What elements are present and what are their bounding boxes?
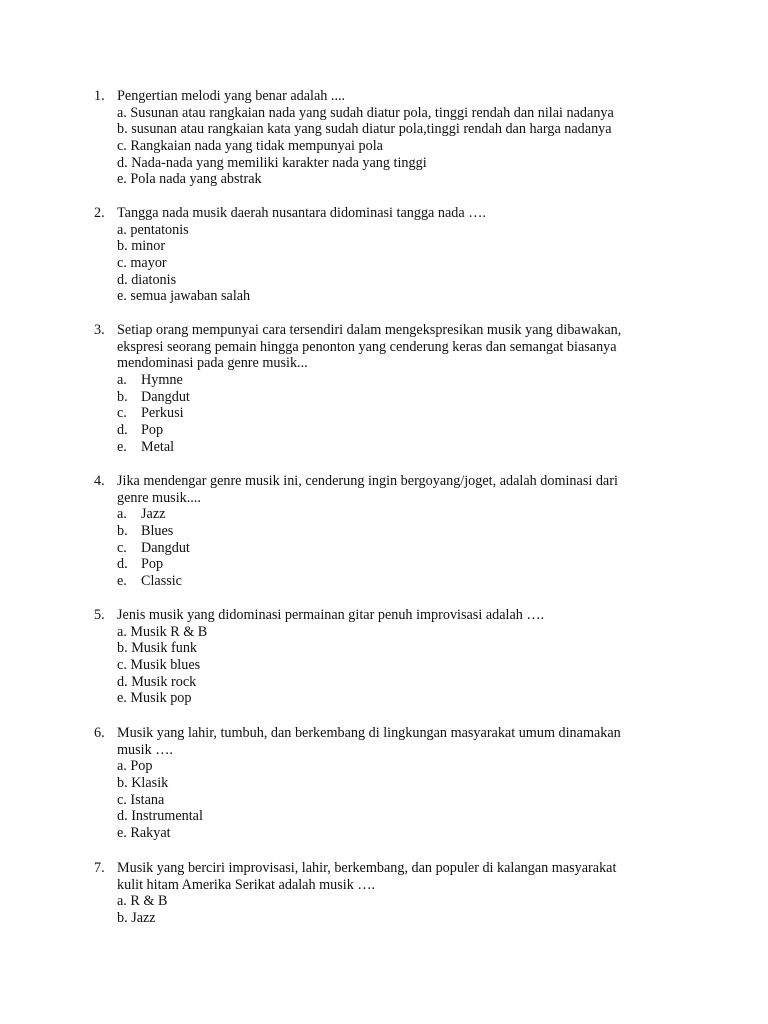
question-text: Musik yang lahir, tumbuh, dan berkembang di lingkungan masyarakat umum dinamakan bbox=[117, 725, 621, 741]
option-e: e. Metal bbox=[117, 438, 175, 455]
question-text-continued: mendominasi pada genre musik... bbox=[117, 355, 308, 372]
question-1 bbox=[0, 88, 768, 188]
option-d: d. diatonis bbox=[117, 271, 177, 288]
option-e: e. Classic bbox=[117, 573, 182, 590]
option-d: d. Musik rock bbox=[117, 673, 197, 690]
question-number: 2. bbox=[94, 205, 105, 221]
question-4 bbox=[0, 473, 768, 590]
question-text: Jenis musik yang didominasi permainan gitar penuh improvisasi adalah …. bbox=[117, 607, 545, 623]
question-text-continued: musik …. bbox=[117, 741, 173, 758]
question-line bbox=[0, 355, 768, 372]
option-d: d. Pop bbox=[117, 556, 164, 573]
question-line bbox=[0, 860, 768, 877]
question-text-continued: kulit hitam Amerika Serikat adalah musik …. bbox=[117, 876, 376, 893]
option-e: e. Musik pop bbox=[117, 690, 192, 707]
question-number: 4. bbox=[94, 473, 105, 489]
question-number: 3. bbox=[94, 322, 105, 338]
question-text: Setiap orang mempunyai cara tersendiri dalam mengekspresikan musik yang dibawakan, bbox=[117, 322, 622, 338]
option-b: b. Jazz bbox=[117, 910, 156, 927]
question-text: Tangga nada musik daerah nusantara didominasi tangga nada …. bbox=[117, 205, 486, 221]
question-line bbox=[0, 877, 768, 894]
question-text: Pengertian melodi yang benar adalah .... bbox=[117, 88, 346, 104]
question-line bbox=[0, 725, 768, 742]
option-b: b. Blues bbox=[117, 523, 174, 540]
option-a: a. Hymne bbox=[117, 372, 183, 389]
question-text: Jika mendengar genre musik ini, cenderung ingin bergoyang/joget, adalah dominasi dari bbox=[117, 473, 618, 489]
question-line bbox=[0, 339, 768, 356]
question-text-continued: ekspresi seorang pemain hingga penonton yang cenderung keras dan semangat biasanya bbox=[117, 338, 617, 355]
option-b: b. Dangdut bbox=[117, 388, 190, 405]
option-b: b. susunan atau rangkaian kata yang sudah diatur pola,tinggi rendah dan harga nadanya bbox=[117, 121, 612, 138]
question-line bbox=[0, 322, 768, 339]
option-c: c. Musik blues bbox=[117, 657, 201, 674]
question-line bbox=[0, 742, 768, 759]
option-a: a. R & B bbox=[117, 893, 168, 910]
option-c: c. Perkusi bbox=[117, 405, 184, 422]
option-b: b. Klasik bbox=[117, 775, 169, 792]
option-a: a. pentatonis bbox=[117, 221, 189, 238]
option-a: a. Musik R & B bbox=[117, 623, 208, 640]
question-6 bbox=[0, 725, 768, 842]
option-a: a. Pop bbox=[117, 758, 153, 775]
option-c: c. Istana bbox=[117, 791, 165, 808]
option-d: d. Pop bbox=[117, 422, 164, 439]
option-a: a. Jazz bbox=[117, 506, 166, 523]
question-line bbox=[0, 88, 768, 105]
question-text: Musik yang berciri improvisasi, lahir, berkembang, dan populer di kalangan masyarakat bbox=[117, 860, 617, 876]
question-number: 7. bbox=[94, 860, 105, 876]
option-e: e. semua jawaban salah bbox=[117, 288, 251, 305]
option-c: c. Rangkaian nada yang tidak mempunyai pola bbox=[117, 138, 383, 155]
question-5 bbox=[0, 607, 768, 707]
question-number: 5. bbox=[94, 607, 105, 623]
option-a: a. Susunan atau rangkaian nada yang sudah diatur pola, tinggi rendah dan nilai nadanya bbox=[117, 104, 614, 121]
option-d: d. Nada-nada yang memiliki karakter nada yang tinggi bbox=[117, 154, 427, 171]
question-2 bbox=[0, 205, 768, 305]
question-text-continued: genre musik.... bbox=[117, 489, 201, 506]
option-e: e. Pola nada yang abstrak bbox=[117, 171, 262, 188]
question-line bbox=[0, 473, 768, 490]
question-line bbox=[0, 607, 768, 624]
option-d: d. Instrumental bbox=[117, 808, 203, 825]
question-line bbox=[0, 490, 768, 507]
question-number: 1. bbox=[94, 88, 105, 104]
option-e: e. Rakyat bbox=[117, 825, 171, 842]
question-line bbox=[0, 205, 768, 222]
question-7 bbox=[0, 860, 768, 927]
option-c: c. Dangdut bbox=[117, 539, 190, 556]
option-c: c. mayor bbox=[117, 255, 167, 272]
question-number: 6. bbox=[94, 725, 105, 741]
question-3 bbox=[0, 322, 768, 456]
option-b: b. minor bbox=[117, 238, 166, 255]
option-b: b. Musik funk bbox=[117, 640, 198, 657]
